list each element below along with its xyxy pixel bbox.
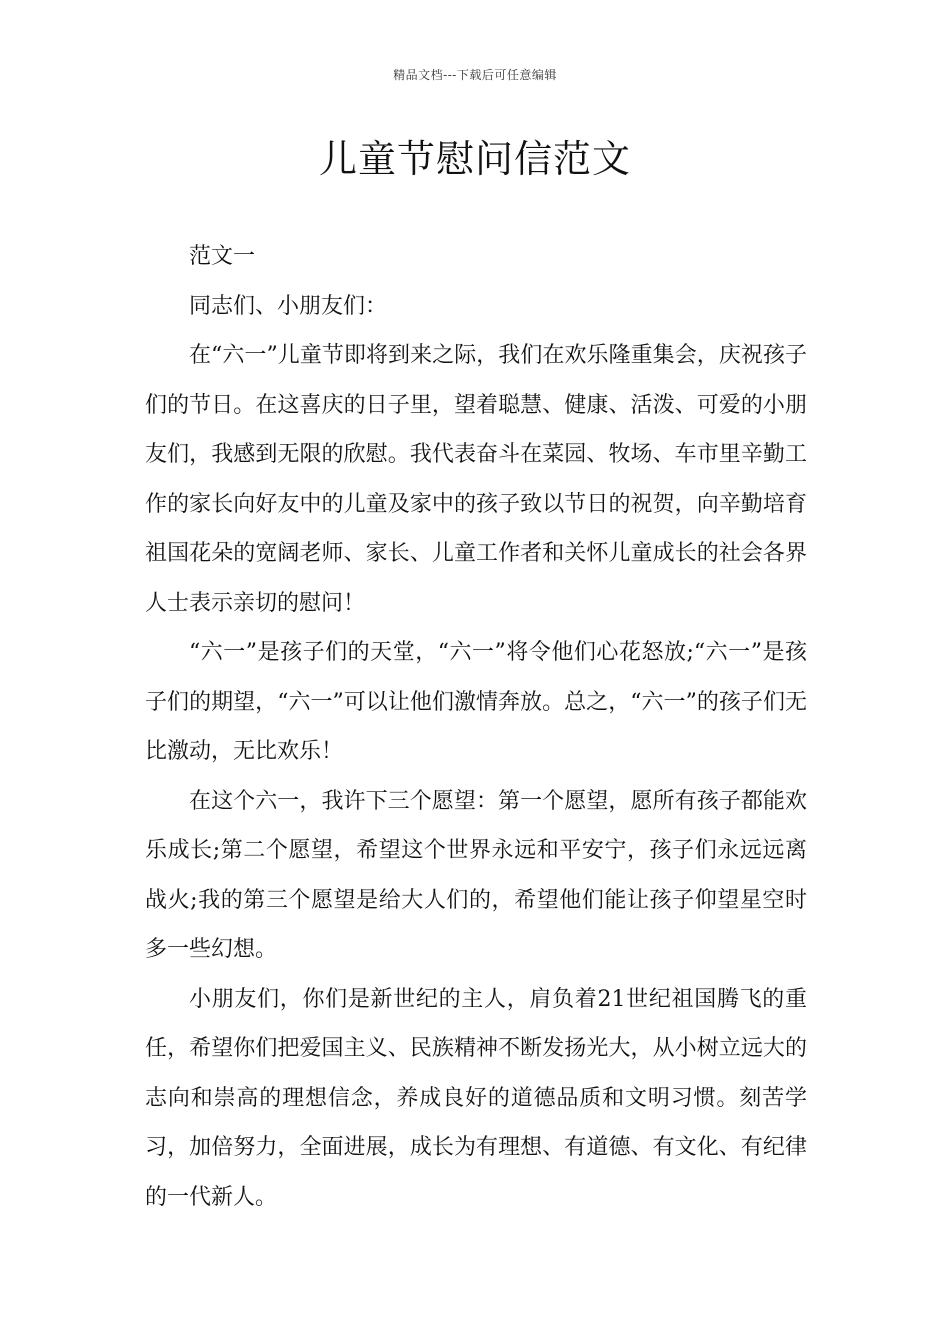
header-note: 精品文档---下载后可任意编辑 xyxy=(393,68,557,82)
body-paragraph: 在这个六一，我许下三个愿望：第一个愿望，愿所有孩子都能欢乐成长;第二个愿望，希望这个世界永远和平安宁，孩子们永远远离战火;我的第三个愿望是给大人们的，希望他们能让孩子仰望星空时多一些幻想。 xyxy=(145,788,807,962)
salutation: 同志们、小朋友们： xyxy=(189,293,388,319)
body-paragraph: “六一”是孩子们的天堂，“六一”将令他们心花怒放;“六一”是孩子们的期望，“六一”可以让他们激情奔放。总之，“六一”的孩子们无比激动，无比欢乐！ xyxy=(145,640,807,764)
section-label: 范文一 xyxy=(189,244,256,269)
body-paragraph: 小朋友们，你们是新世纪的主人，肩负着21世纪祖国腾飞的重任，希望你们把爱国主义、民族精神不断发扬光大，从小树立远大的志向和崇高的理想信念，养成良好的道德品质和文明习惯。刻苦学习，加倍努力，全面进展，成长为有理想、有道德、有文化、有纪律的一代新人。 xyxy=(145,986,807,1210)
body-paragraph: 在“六一”儿童节即将到来之际，我们在欢乐隆重集会，庆祝孩子们的节日。在这喜庆的日子里，望着聪慧、健康、活泼、可爱的小朋友们，我感到无限的欣慰。我代表奋斗在菜园、牧场、车市里辛勤工作的家长向好友中的儿童及家中的孩子致以节日的祝贺，向辛勤培育祖国花朵的宽阔老师、家长、儿童工作者和关怀儿童成长的社会各界人士表示亲切的慰问！ xyxy=(145,343,807,616)
document-title: 儿童节慰问信范文 xyxy=(318,137,631,181)
document-body xyxy=(145,232,807,1222)
